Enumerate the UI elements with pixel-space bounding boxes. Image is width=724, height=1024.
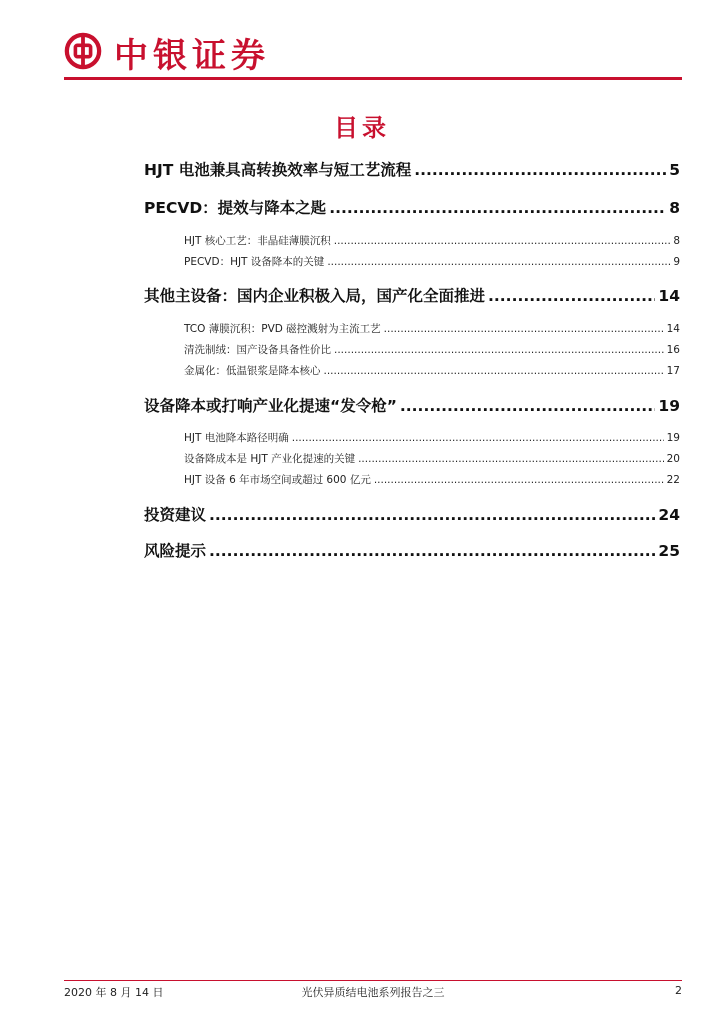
toc-entry[interactable] bbox=[144, 158, 680, 180]
toc-entry-label: PECVD：HJT 设备降本的关键 bbox=[184, 256, 325, 268]
toc-entry-label: HJT 电池降本路径明确 bbox=[184, 432, 289, 444]
toc-entry[interactable] bbox=[144, 539, 680, 561]
brand-name: 中银证券 bbox=[114, 36, 270, 76]
toc-leader-dots bbox=[374, 474, 664, 486]
toc-entry-page: 17 bbox=[666, 365, 680, 377]
toc-entry-page: 5 bbox=[669, 161, 680, 179]
toc-leader-dots bbox=[414, 161, 666, 179]
toc-subentry[interactable] bbox=[184, 254, 680, 269]
toc-entry-label: 设备降本或打响产业化提速“发令枪” bbox=[144, 397, 397, 415]
toc-entry-label: HJT 设备 6 年市场空间或超过 600 亿元 bbox=[184, 474, 371, 486]
toc-subentry[interactable] bbox=[184, 451, 680, 466]
toc-title: 目录 bbox=[334, 113, 390, 142]
toc-leader-dots bbox=[400, 397, 656, 415]
toc-leader-dots bbox=[488, 287, 655, 305]
toc-entry[interactable] bbox=[144, 284, 680, 306]
toc-entry[interactable] bbox=[144, 503, 680, 525]
toc-leader-dots bbox=[327, 256, 670, 268]
toc-entry-label: PECVD：提效与降本之匙 bbox=[144, 199, 327, 217]
toc-entry-label: 设备降成本是 HJT 产业化提速的关键 bbox=[184, 453, 356, 465]
toc-entry-label: 风险提示 bbox=[144, 542, 207, 560]
toc-entry-label: HJT 电池兼具高转换效率与短工艺流程 bbox=[144, 161, 412, 179]
footer-series-title: 光伏异质结电池系列报告之三 bbox=[301, 986, 445, 999]
footer-page-number: 2 bbox=[675, 984, 682, 997]
toc-leader-dots bbox=[358, 453, 664, 465]
toc-entry-page: 14 bbox=[666, 323, 680, 335]
toc-entry-page: 20 bbox=[666, 453, 680, 465]
toc-entry-label: 金属化：低温银浆是降本核心 bbox=[184, 365, 321, 377]
toc-leader-dots bbox=[384, 323, 664, 335]
toc-entry-page: 22 bbox=[666, 474, 680, 486]
report-header bbox=[64, 24, 682, 84]
toc-entry-page: 8 bbox=[669, 199, 680, 217]
toc-subentry[interactable] bbox=[184, 472, 680, 487]
toc-subentry[interactable] bbox=[184, 430, 680, 445]
toc-entry-label: TCO 薄膜沉积：PVD 磁控溅射为主流工艺 bbox=[184, 323, 381, 335]
toc-entry-label: 清洗制绒：国产设备具备性价比 bbox=[184, 344, 331, 356]
header-divider bbox=[64, 77, 682, 80]
toc-entry-page: 19 bbox=[658, 397, 680, 415]
toc-leader-dots bbox=[292, 432, 664, 444]
toc-entry[interactable] bbox=[144, 196, 680, 218]
toc-entry-label: HJT 核心工艺：非晶硅薄膜沉积 bbox=[184, 235, 331, 247]
toc-entry-page: 24 bbox=[658, 506, 680, 524]
toc-leader-dots bbox=[209, 506, 655, 524]
toc-subentry[interactable] bbox=[184, 363, 680, 378]
toc-entry-page: 25 bbox=[658, 542, 680, 560]
toc-leader-dots bbox=[334, 235, 671, 247]
toc-entry-page: 9 bbox=[673, 256, 680, 268]
toc-entry[interactable] bbox=[144, 394, 680, 416]
toc-leader-dots bbox=[324, 365, 664, 377]
toc-entry-page: 16 bbox=[666, 344, 680, 356]
toc-leader-dots bbox=[329, 199, 666, 217]
toc-entry-label: 其他主设备：国内企业积极入局，国产化全面推进 bbox=[144, 287, 486, 305]
toc-entry-page: 8 bbox=[673, 235, 680, 247]
toc-entry-page: 14 bbox=[658, 287, 680, 305]
bank-of-china-logo-icon bbox=[64, 32, 102, 70]
toc-subentry[interactable] bbox=[184, 233, 680, 248]
toc-entry-page: 19 bbox=[666, 432, 680, 444]
toc-entry-label: 投资建议 bbox=[144, 506, 207, 524]
toc-subentry[interactable] bbox=[184, 321, 680, 336]
footer-date: 2020 年 8 月 14 日 bbox=[64, 986, 164, 999]
toc-leader-dots bbox=[334, 344, 664, 356]
footer-divider bbox=[64, 980, 682, 981]
toc-subentry[interactable] bbox=[184, 342, 680, 357]
toc-leader-dots bbox=[209, 542, 655, 560]
